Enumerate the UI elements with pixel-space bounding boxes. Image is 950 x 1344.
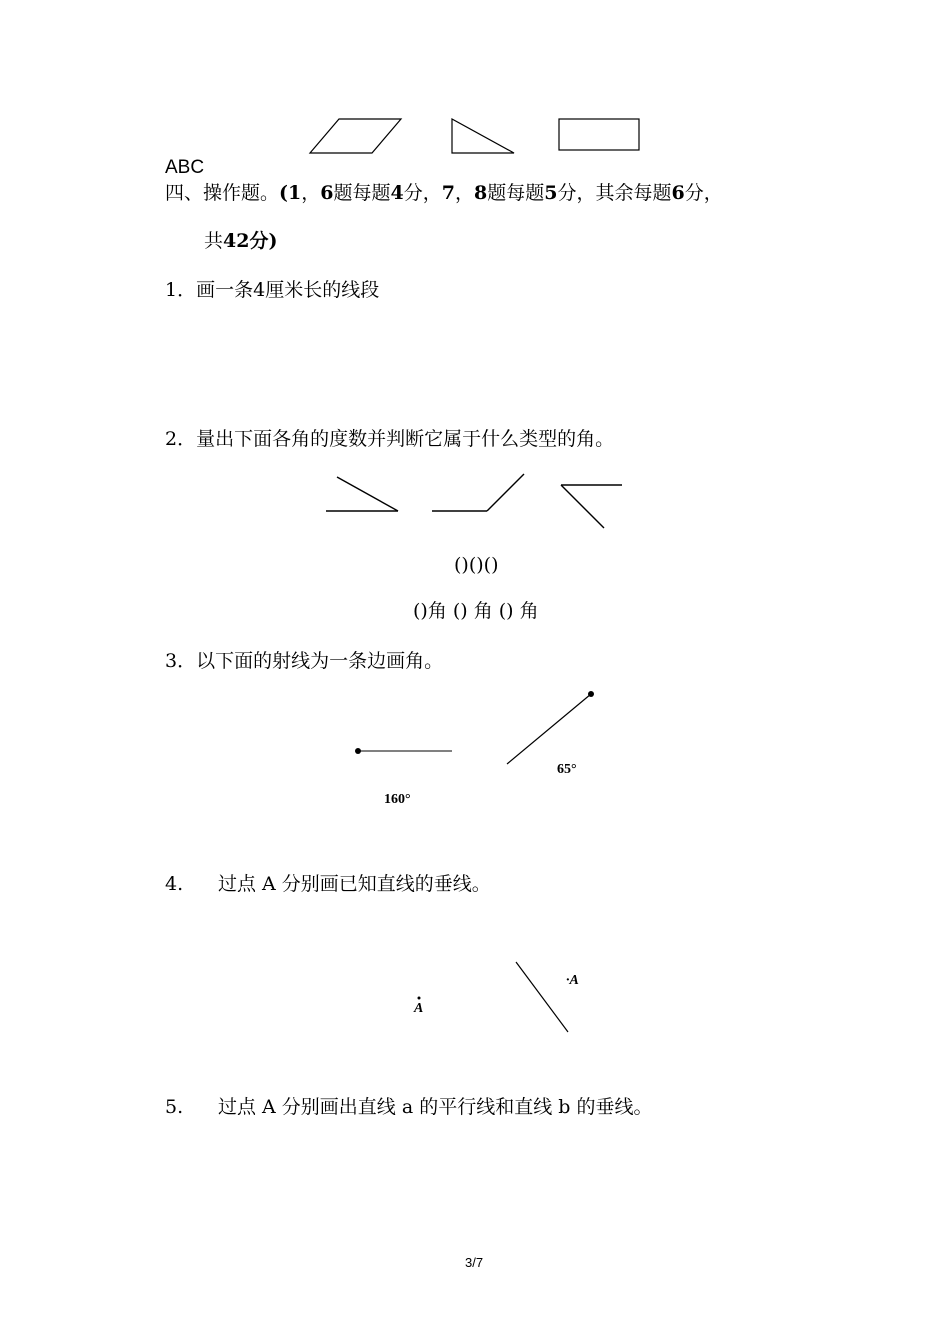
question-2-number: 2． (165, 428, 197, 450)
comma-1: ， (301, 182, 321, 204)
score-8: 8 (474, 182, 488, 204)
section-heading (165, 181, 723, 205)
point-a-right: ·A (566, 973, 579, 988)
score-text-1: 题每题 (333, 182, 391, 204)
question-1-value: 4 (253, 279, 266, 301)
question-3-text: 以下面的射线为一条边画角。 (196, 650, 444, 672)
question-5-text: 过点 A 分别画出直线 a 的平行线和直线 b 的垂线。 (218, 1096, 653, 1118)
angle-right-side (561, 485, 622, 528)
score-1: (1 (279, 182, 302, 204)
score-4: 4 (390, 182, 404, 204)
question-1 (165, 278, 379, 302)
question-5 (165, 1095, 652, 1119)
question-3 (165, 649, 443, 673)
score-6: 6 (320, 182, 334, 204)
question-2 (165, 427, 614, 451)
comma-2: ， (454, 182, 474, 204)
given-line (516, 962, 568, 1032)
page-number: 3/7 (465, 1255, 484, 1270)
total-score: 42 (223, 230, 250, 252)
section-heading-line2 (204, 229, 277, 253)
score-text-5: 分， (684, 182, 723, 204)
ray-diagonal (507, 691, 594, 764)
score-text-4: 分，其余每题 (557, 182, 672, 204)
score-5: 5 (544, 182, 558, 204)
score-6b: 6 (671, 182, 685, 204)
angle-label-65: 65° (557, 762, 577, 777)
rectangle-shape (559, 119, 639, 150)
score-7: 7 (441, 182, 455, 204)
question-1-text-pre: 画一条 (196, 279, 254, 301)
angle-degree-blanks: ()()() (454, 554, 499, 576)
question-4 (165, 872, 491, 896)
total-suffix: 分) (249, 230, 278, 252)
parallelogram-shape (310, 119, 401, 153)
question-2-text: 量出下面各角的度数并判断它属于什么类型的角。 (196, 428, 615, 450)
total-prefix: 共 (204, 230, 224, 252)
question-3-number: 3． (165, 650, 197, 672)
question-5-number: 5. (165, 1096, 184, 1118)
point-a-left: A (414, 1001, 424, 1016)
angle-acute (326, 477, 398, 511)
right-triangle-shape (452, 119, 514, 153)
score-text-2: 分， (403, 182, 442, 204)
question-4-text: 过点 A 分别画已知直线的垂线。 (218, 873, 491, 895)
point-a-dot (418, 997, 421, 1000)
angle-obtuse (432, 474, 524, 511)
question-1-text-post: 厘米长的线段 (265, 279, 380, 301)
section-prefix: 四、操作题。 (165, 182, 280, 204)
question-4-number: 4. (165, 873, 184, 895)
ray-horizontal (355, 748, 452, 754)
shape-labels: ABC (165, 157, 205, 178)
angle-label-160: 160° (384, 792, 411, 807)
score-text-3: 题每题 (487, 182, 545, 204)
question-1-number: 1． (165, 279, 197, 301)
angle-type-blanks: ()角 () 角 () 角 (413, 600, 539, 622)
